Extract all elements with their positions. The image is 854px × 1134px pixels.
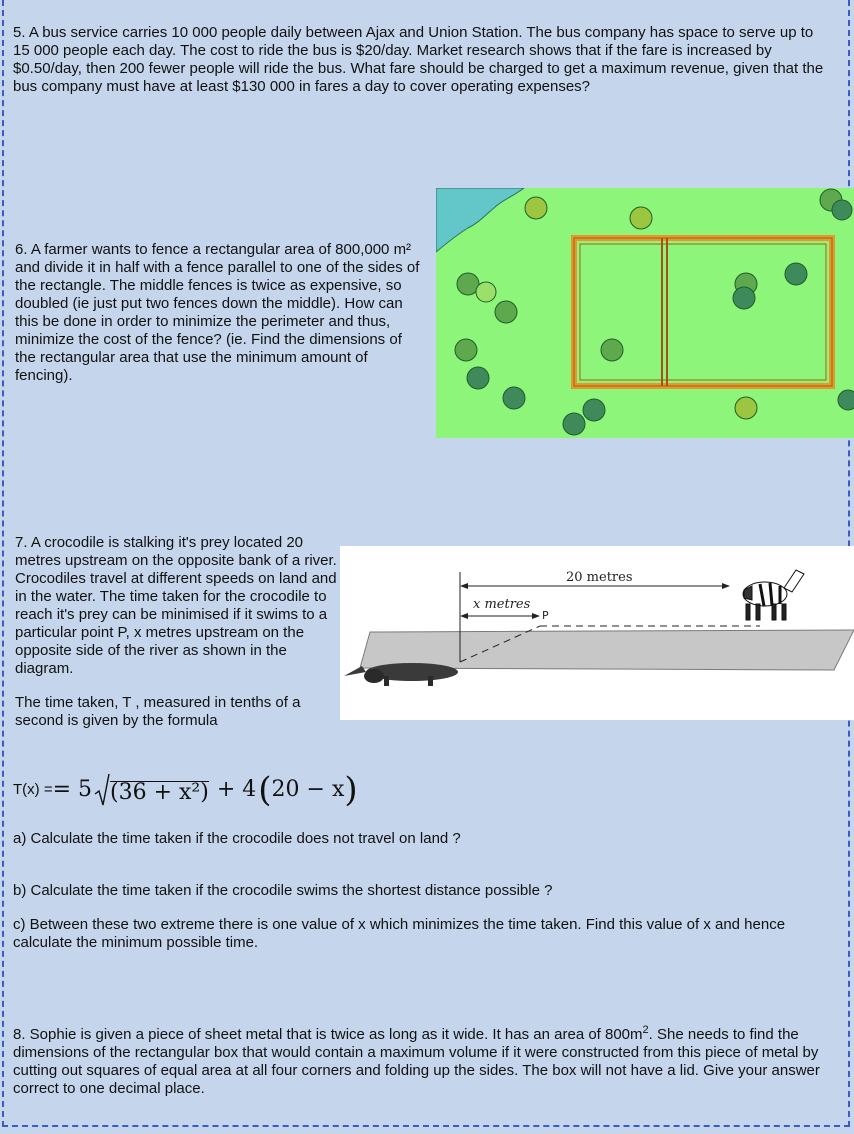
question-5: 5. A bus service carries 10 000 people daily between Ajax and Union Station. The bus company has space to serve up to 15 000 people each day. The cost to ride the bus is $20/day. Market research shows that if the fare is increased by $0.50/day, then 200 fewer people will ride the bus. What fare should be charged to get a maximum revenue, given that the bus company must have at least $130 000 in fares a day to cover operating expenses? [13,24,824,95]
question-7: 7. A crocodile is stalking it's prey located 20 metres upstream on the opposite bank of a river. Crocodiles travel at different speeds on land and in the water. The time taken for the crocodile to reach it's prey can be minimised if it swims to a particular point P, x metres upstream on the opposite side of the river as shown in the diagram. [15,534,337,677]
farm-illustration [436,188,854,438]
paren-right: ) [344,770,358,810]
label-x-metres: x metres [473,597,531,612]
question-7a: a) Calculate the time taken if the crocodile does not travel on land ? [13,830,461,847]
crocodile-diagram [340,546,854,720]
river [360,630,854,670]
question-8-superscript: 2 [642,1024,649,1036]
paren-left: ( [258,770,272,810]
formula-radicand: (36 + x²) [110,779,209,805]
formula-math [53,772,358,808]
formula-linear: + 4 [216,777,257,802]
label-p: P [542,609,549,622]
sqrt-sign-icon [94,772,110,808]
formula-lhs: T(x) = [13,781,53,798]
time-formula [13,768,358,812]
formula-paren-term: 20 − x [271,777,345,802]
formula-coefficient: = 5 [52,777,93,802]
question-7c: c) Between these two extreme there is one value of x which minimizes the time taken. Find this value of x and hence calculate the minimum possible time. [13,916,786,951]
zebra-icon [743,570,804,620]
question-8-part-b: . She needs to find the dimensions of the rectangular box that would contain a maximum volume if it were constructed from this piece of metal by cutting out squares of equal area at all four corners and folding up the sides. The box will not have a lid. Give your answer correct to one decimal place. [13,1026,820,1097]
question-8 [13,1026,843,1098]
label-20-metres: 20 metres [566,570,633,585]
question-6: 6. A farmer wants to fence a rectangular area of 800,000 m² and divide it in half with a fence parallel to one of the sides of the rectangle. The middle fences is twice as expensive, so doubled (ie just put two fences down the middle). How can this be done in order to minimize the perimeter and thus, minimize the cost of the fence? (ie. Find the dimensions of the rectangular area that use the minimum amount of fencing). [15,241,420,384]
question-8-part-a: 8. Sophie is given a piece of sheet metal that is twice as long as it wide. It has an area of 800m [13,1026,643,1043]
question-7-formula-intro: The time taken, T , measured in tenths of a second is given by the formula [15,694,301,729]
question-7b: b) Calculate the time taken if the crocodile swims the shortest distance possible ? [13,882,553,899]
